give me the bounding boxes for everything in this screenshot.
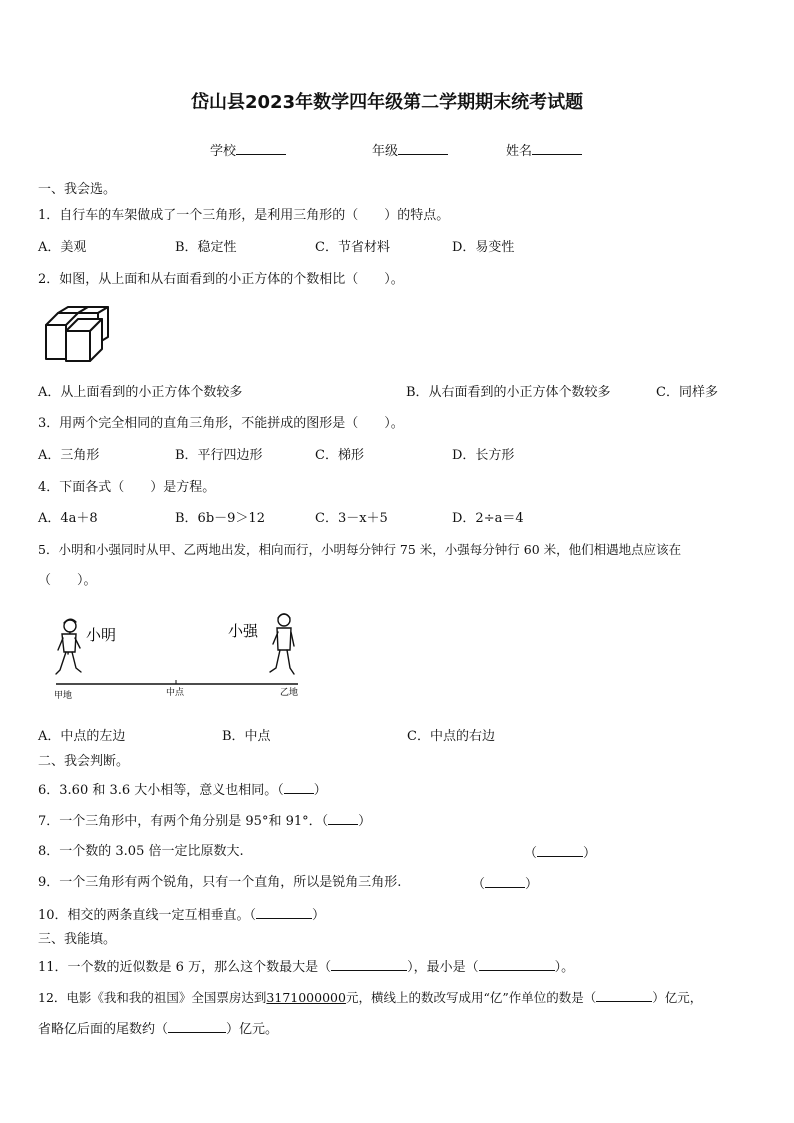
meeting-figure — [48, 610, 308, 702]
mid-place-label: 中点 — [166, 688, 185, 698]
option-c[interactable]: C．节省材料 — [315, 240, 390, 255]
judge-q8: 8．一个数的 3.05 倍一定比原数大. — [38, 844, 244, 859]
left-place-label: 甲地 — [54, 691, 73, 701]
option-c[interactable]: C．3－x＋5 — [315, 511, 388, 526]
option-d[interactable]: D．易变性 — [452, 240, 515, 255]
box-office-number: 3171000000 — [266, 990, 346, 1005]
judge-q8-answer: （ ） — [524, 846, 597, 861]
judge-q9: 9．一个三角形有两个锐角，只有一个直角，所以是锐角三角形. — [38, 875, 402, 890]
option-a[interactable]: A．美观 — [38, 240, 87, 255]
person-left-icon — [56, 619, 81, 674]
question-stem-cont: （ ）。 — [38, 573, 97, 588]
person-right-icon — [270, 614, 294, 674]
answer-blank[interactable] — [284, 781, 314, 794]
answer-blank[interactable] — [537, 844, 583, 857]
question-stem: 3．用两个完全相同的直角三角形，不能拼成的图形是（ ）。 — [38, 416, 404, 431]
question-stem: 5．小明和小强同时从甲、乙两地出发，相向而行，小明每分钟行 75 米，小强每分钟行 60 米，他们相遇地点应该在 — [38, 542, 682, 557]
page-title: 岱山县2023年数学四年级第二学期期末统考试题 — [191, 92, 584, 113]
judge-q6: 6．3.60 和 3.6 大小相等，意义也相同。（ ） — [38, 783, 327, 798]
option-a[interactable]: A．4a＋8 — [38, 511, 98, 526]
option-b[interactable]: B．稳定性 — [175, 240, 237, 255]
option-a[interactable]: A．从上面看到的小正方体个数较多 — [38, 385, 243, 400]
name-field — [506, 142, 582, 160]
option-d[interactable]: D．2÷a＝4 — [452, 511, 524, 526]
section-heading: 一、我会选。 — [38, 182, 117, 197]
option-c[interactable]: C．梯形 — [315, 448, 364, 463]
option-c[interactable]: C．中点的右边 — [407, 729, 495, 744]
judge-q9-answer: （ ） — [472, 877, 539, 892]
fill-q12-line2: 省略亿后面的尾数约（ ）亿元。 — [38, 1022, 279, 1037]
option-b[interactable]: B．从右面看到的小正方体个数较多 — [406, 385, 611, 400]
grade-field — [372, 142, 448, 160]
grade-blank[interactable] — [398, 142, 448, 155]
judge-q10: 10．相交的两条直线一定互相垂直。（ ） — [38, 908, 326, 923]
answer-blank[interactable] — [328, 812, 358, 825]
option-a[interactable]: A．三角形 — [38, 448, 100, 463]
option-b[interactable]: B．中点 — [222, 729, 271, 744]
question-stem: 2．如图，从上面和从右面看到的小正方体的个数相比（ ）。 — [38, 272, 404, 287]
school-label: 学校 — [210, 144, 237, 159]
option-c[interactable]: C．同样多 — [656, 385, 718, 400]
option-d[interactable]: D．长方形 — [452, 448, 515, 463]
grade-label: 年级 — [372, 144, 399, 159]
answer-blank[interactable] — [256, 906, 312, 919]
question-stem: 4．下面各式（ ）是方程。 — [38, 480, 216, 495]
right-name-label: 小强 — [228, 622, 259, 640]
answer-blank[interactable] — [596, 989, 652, 1002]
answer-blank[interactable] — [168, 1020, 226, 1033]
right-place-label: 乙地 — [280, 688, 299, 698]
school-field — [210, 142, 286, 160]
left-name-label: 小明 — [86, 626, 117, 644]
fill-q11: 11．一个数的近似数是 6 万，那么这个数最大是（ ），最小是（ ）。 — [38, 960, 575, 975]
name-blank[interactable] — [532, 142, 582, 155]
question-stem: 1．自行车的车架做成了一个三角形，是利用三角形的（ ）的特点。 — [38, 208, 450, 223]
answer-blank[interactable] — [485, 875, 525, 888]
judge-q7: 7．一个三角形中，有两个角分别是 95°和 91°．（ ） — [38, 814, 372, 829]
cube-figure — [44, 305, 114, 365]
fill-q12-line1: 12．电影《我和我的祖国》全国票房达到3171000000元，横线上的数改写成用“亿”作单位的数是（ ）亿元， — [38, 990, 703, 1005]
school-blank[interactable] — [236, 142, 286, 155]
option-b[interactable]: B．平行四边形 — [175, 448, 263, 463]
option-b[interactable]: B．6b－9＞12 — [175, 511, 265, 526]
section-heading: 二、我会判断。 — [38, 754, 130, 769]
answer-blank[interactable] — [331, 958, 407, 971]
option-a[interactable]: A．中点的左边 — [38, 729, 126, 744]
name-label: 姓名 — [506, 144, 533, 159]
section-heading: 三、我能填。 — [38, 932, 117, 947]
answer-blank[interactable] — [479, 958, 555, 971]
